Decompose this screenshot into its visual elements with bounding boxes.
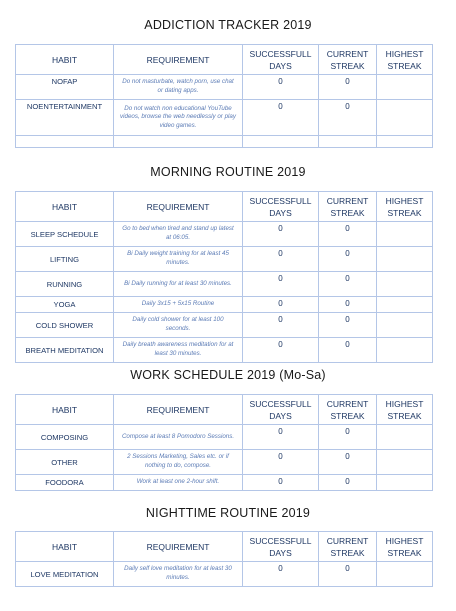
habit-cell: RUNNING [16,272,114,297]
table-row [16,450,433,475]
table-row [16,338,433,363]
header-successfull-days: SUCCESSFULL DAYS [243,532,319,562]
header-successfull-days: SUCCESSFULL DAYS [243,192,319,222]
table-row [16,313,433,338]
table-row [16,75,433,100]
requirement-cell: Daily cold shower for at least 100 seconds. [114,313,243,338]
successfull-days-cell: 0 [243,425,319,450]
successfull-days-cell: 0 [243,475,319,491]
work-schedule-table [15,394,433,491]
header-highest-streak: HIGHEST STREAK [377,395,433,425]
table-row [16,562,433,587]
table-row [16,247,433,272]
current-streak-cell: 0 [319,562,377,587]
highest-streak-cell [377,272,433,297]
current-streak-cell: 0 [319,75,377,100]
header-highest-streak: HIGHEST STREAK [377,532,433,562]
addiction-tracker-title: ADDICTION TRACKER 2019 [144,18,312,32]
habit-cell: LIFTING [16,247,114,272]
current-streak-cell: 0 [319,247,377,272]
current-streak-cell: 0 [319,338,377,363]
header-highest-streak: HIGHEST STREAK [377,45,433,75]
successfull-days-cell [243,136,319,148]
highest-streak-cell [377,297,433,313]
successfull-days-cell: 0 [243,75,319,100]
nighttime-routine-table [15,531,433,587]
nighttime-routine-title: NIGHTTIME ROUTINE 2019 [145,506,311,520]
requirement-cell: Bi Daily running for at least 30 minutes. [114,272,243,297]
header-highest-streak: HIGHEST STREAK [377,192,433,222]
table-row [16,272,433,297]
addiction-tracker-table [15,44,433,148]
morning-routine-table [15,191,433,363]
successfull-days-cell: 0 [243,272,319,297]
highest-streak-cell [377,475,433,491]
successfull-days-cell: 0 [243,562,319,587]
requirement-cell: Bi Daily weight training for at least 45 minutes. [114,247,243,272]
header-current-streak: CURRENT STREAK [319,192,377,222]
habit-cell: OTHER [16,450,114,475]
header-current-streak: CURRENT STREAK [319,395,377,425]
table-row [16,475,433,491]
habit-cell: NOFAP [16,75,114,100]
header-habit: HABIT [16,192,114,222]
header-current-streak: CURRENT STREAK [319,532,377,562]
habit-cell: COMPOSING [16,425,114,450]
header-current-streak: CURRENT STREAK [319,45,377,75]
requirement-cell: Do not watch non educational YouTube videos, browse the web needlessly or play video games. [114,100,243,136]
highest-streak-cell [377,75,433,100]
requirement-cell: Do not masturbate, watch porn, use chat or dating apps. [114,75,243,100]
requirement-cell: Compose at least 8 Pomodoro Sessions. [114,425,243,450]
successfull-days-cell: 0 [243,338,319,363]
table-row [16,297,433,313]
habit-cell: SLEEP SCHEDULE [16,222,114,247]
table-header-row [16,192,433,222]
requirement-cell [114,136,243,148]
highest-streak-cell [377,313,433,338]
current-streak-cell [319,136,377,148]
highest-streak-cell [377,222,433,247]
header-habit: HABIT [16,532,114,562]
header-requirement: REQUIREMENT [114,192,243,222]
highest-streak-cell [377,425,433,450]
requirement-cell: Daily 3x15 + 5x15 Routine [114,297,243,313]
habit-cell: LOVE MEDITATION [16,562,114,587]
highest-streak-cell [377,338,433,363]
morning-routine-title: MORNING ROUTINE 2019 [150,165,306,179]
table-header-row [16,532,433,562]
successfull-days-cell: 0 [243,450,319,475]
successfull-days-cell: 0 [243,100,319,136]
current-streak-cell: 0 [319,297,377,313]
habit-cell: NOENTERTAINMENT [16,100,114,136]
table-row [16,222,433,247]
table-header-row [16,45,433,75]
current-streak-cell: 0 [319,475,377,491]
habit-cell [16,136,114,148]
highest-streak-cell [377,247,433,272]
requirement-cell: Work at least one 2-hour shift. [114,475,243,491]
highest-streak-cell [377,136,433,148]
current-streak-cell: 0 [319,272,377,297]
successfull-days-cell: 0 [243,297,319,313]
header-requirement: REQUIREMENT [114,45,243,75]
header-successfull-days: SUCCESSFULL DAYS [243,45,319,75]
habit-cell: YOGA [16,297,114,313]
table-row [16,100,433,136]
header-requirement: REQUIREMENT [114,532,243,562]
successfull-days-cell: 0 [243,222,319,247]
requirement-cell: Daily breath awareness meditation for at least 30 minutes. [114,338,243,363]
current-streak-cell: 0 [319,222,377,247]
current-streak-cell: 0 [319,450,377,475]
current-streak-cell: 0 [319,425,377,450]
successfull-days-cell: 0 [243,313,319,338]
current-streak-cell: 0 [319,313,377,338]
header-habit: HABIT [16,395,114,425]
header-successfull-days: SUCCESSFULL DAYS [243,395,319,425]
requirement-cell: Daily self love meditation for at least 30 minutes. [114,562,243,587]
successfull-days-cell: 0 [243,247,319,272]
habit-cell: COLD SHOWER [16,313,114,338]
highest-streak-cell [377,450,433,475]
habit-cell: BREATH MEDITATION [16,338,114,363]
habit-cell: FOODORA [16,475,114,491]
table-row [16,136,433,148]
highest-streak-cell [377,100,433,136]
requirement-cell: Go to bed when tired and stand up latest at 06:05. [114,222,243,247]
header-requirement: REQUIREMENT [114,395,243,425]
table-row [16,425,433,450]
requirement-cell: 2 Sessions Marketing, Sales etc. or if nothing to do, compose. [114,450,243,475]
work-schedule-title: WORK SCHEDULE 2019 (Mo-Sa) [130,368,326,382]
current-streak-cell: 0 [319,100,377,136]
header-habit: HABIT [16,45,114,75]
highest-streak-cell [377,562,433,587]
table-header-row [16,395,433,425]
